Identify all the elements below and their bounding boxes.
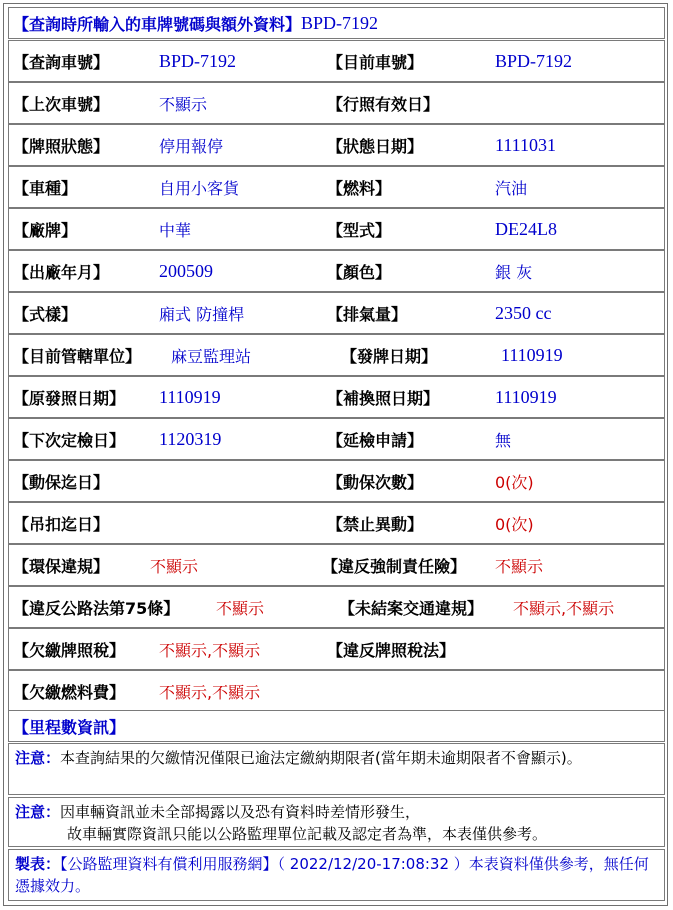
- table-row: [8, 502, 665, 544]
- field-label: 【禁止異動】: [327, 514, 424, 534]
- note-2-line-2: 故車輛實際資訊只能以公路監理單位記載及認定者為準，本表僅供參考。: [67, 825, 548, 843]
- table-row: [8, 628, 665, 670]
- query-header: [13, 8, 378, 38]
- field-label: 【發牌日期】: [341, 346, 438, 366]
- field-label: 【型式】: [327, 220, 392, 240]
- field-label: 【補換照日期】: [327, 388, 440, 408]
- field-label: 【排氣量】: [327, 304, 408, 324]
- field-label: 【目前車號】: [327, 52, 424, 72]
- field-value: BPD-7192: [495, 50, 573, 71]
- field-label: 【環保違規】: [13, 556, 110, 576]
- table-row: [8, 670, 665, 712]
- table-row: [8, 250, 665, 292]
- field-label: 【上次車號】: [13, 94, 110, 114]
- query-header-plate: BPD-7192: [301, 12, 379, 33]
- mileage-row: [8, 710, 665, 742]
- field-label: 【行照有效日】: [327, 94, 440, 114]
- field-label: 【欠繳牌照稅】: [13, 640, 126, 660]
- table-row: [8, 208, 665, 250]
- field-label: 【原發照日期】: [13, 388, 126, 408]
- mileage-title: 【里程數資訊】: [13, 717, 126, 737]
- field-label: 【顏色】: [327, 262, 392, 282]
- table-row: [8, 82, 665, 124]
- field-label: 【欠繳燃料費】: [13, 682, 126, 702]
- field-value: 0(次): [495, 514, 534, 534]
- table-row: [8, 124, 665, 166]
- table-row: [8, 166, 665, 208]
- field-value: 不顯示: [150, 556, 199, 576]
- field-value: 1110919: [159, 386, 221, 407]
- table-row: [8, 334, 665, 376]
- field-label: 【出廠年月】: [13, 262, 110, 282]
- field-value: 1111031: [495, 134, 556, 155]
- note-2-label: 注意：: [15, 803, 61, 821]
- field-value: 汽油: [495, 178, 528, 198]
- field-label: 【下次定檢日】: [13, 430, 126, 450]
- note-3-label: 製表：: [15, 855, 61, 873]
- field-label: 【延檢申請】: [327, 430, 424, 450]
- note-3-text: 【公路監理資料有償利用服務網】（ 2022/12/20-17:08:32 ）本表資料僅供參考，無任何憑據效力。: [15, 855, 649, 895]
- field-value: 不顯示,不顯示: [513, 598, 615, 618]
- note-1-text: 本查詢結果的欠繳情況僅限已逾法定繳納期限者(當年期未逾期限者不會顯示)。: [60, 749, 582, 767]
- field-value: BPD-7192: [159, 50, 237, 71]
- field-label: 【目前管轄單位】: [13, 346, 142, 366]
- field-value: 銀 灰: [495, 262, 533, 282]
- field-value: DE24L8: [495, 218, 557, 239]
- field-label: 【查詢車號】: [13, 52, 110, 72]
- field-value: 1110919: [495, 386, 557, 407]
- field-value: 不顯示: [216, 598, 265, 618]
- note-2-line-1: 因車輛資訊並未全部揭露以及恐有資料時差情形發生，: [60, 803, 421, 821]
- field-label: 【動保迄日】: [13, 472, 110, 492]
- table-row: [8, 418, 665, 460]
- field-label: 【燃料】: [327, 178, 392, 198]
- field-value: 停用報停: [159, 136, 224, 156]
- note-1-label: 注意：: [15, 749, 61, 767]
- note-2: [8, 797, 665, 847]
- field-value: 1120319: [159, 428, 222, 449]
- field-label: 【車種】: [13, 178, 78, 198]
- note-1: [8, 743, 665, 795]
- query-header-title: 【查詢時所輸入的車牌號碼與額外資料】: [13, 14, 302, 34]
- field-label: 【狀態日期】: [327, 136, 424, 156]
- field-value: 不顯示,不顯示: [159, 640, 261, 660]
- field-value: 2350 cc: [495, 302, 552, 323]
- field-value: 無: [495, 430, 512, 450]
- field-value: 0(次): [495, 472, 534, 492]
- table-row: [8, 292, 665, 334]
- table-row: [8, 460, 665, 502]
- field-label: 【違反牌照稅法】: [327, 640, 456, 660]
- field-value: 不顯示: [495, 556, 544, 576]
- table-row: [8, 376, 665, 418]
- field-value: 自用小客貨: [159, 178, 240, 198]
- table-row: [8, 544, 665, 586]
- field-value: 廂式 防撞桿: [159, 304, 245, 324]
- field-label: 【違反強制責任險】: [322, 556, 467, 576]
- note-3: [8, 849, 665, 901]
- field-value: 不顯示,不顯示: [159, 682, 261, 702]
- field-value: 不顯示: [159, 94, 208, 114]
- field-label: 【動保次數】: [327, 472, 424, 492]
- table-row: [8, 586, 665, 628]
- field-value: 200509: [159, 260, 213, 281]
- table-row: [8, 40, 665, 82]
- query-header-row: [8, 7, 665, 39]
- field-label: 【吊扣迄日】: [13, 514, 110, 534]
- field-value: 中華: [159, 220, 192, 240]
- field-value: 1110919: [501, 344, 563, 365]
- field-label: 【未結案交通違規】: [339, 598, 484, 618]
- field-value: 麻豆監理站: [171, 346, 252, 366]
- field-label: 【牌照狀態】: [13, 136, 110, 156]
- field-label: 【違反公路法第75條】: [13, 598, 180, 618]
- field-label: 【式樣】: [13, 304, 78, 324]
- field-label: 【廠牌】: [13, 220, 78, 240]
